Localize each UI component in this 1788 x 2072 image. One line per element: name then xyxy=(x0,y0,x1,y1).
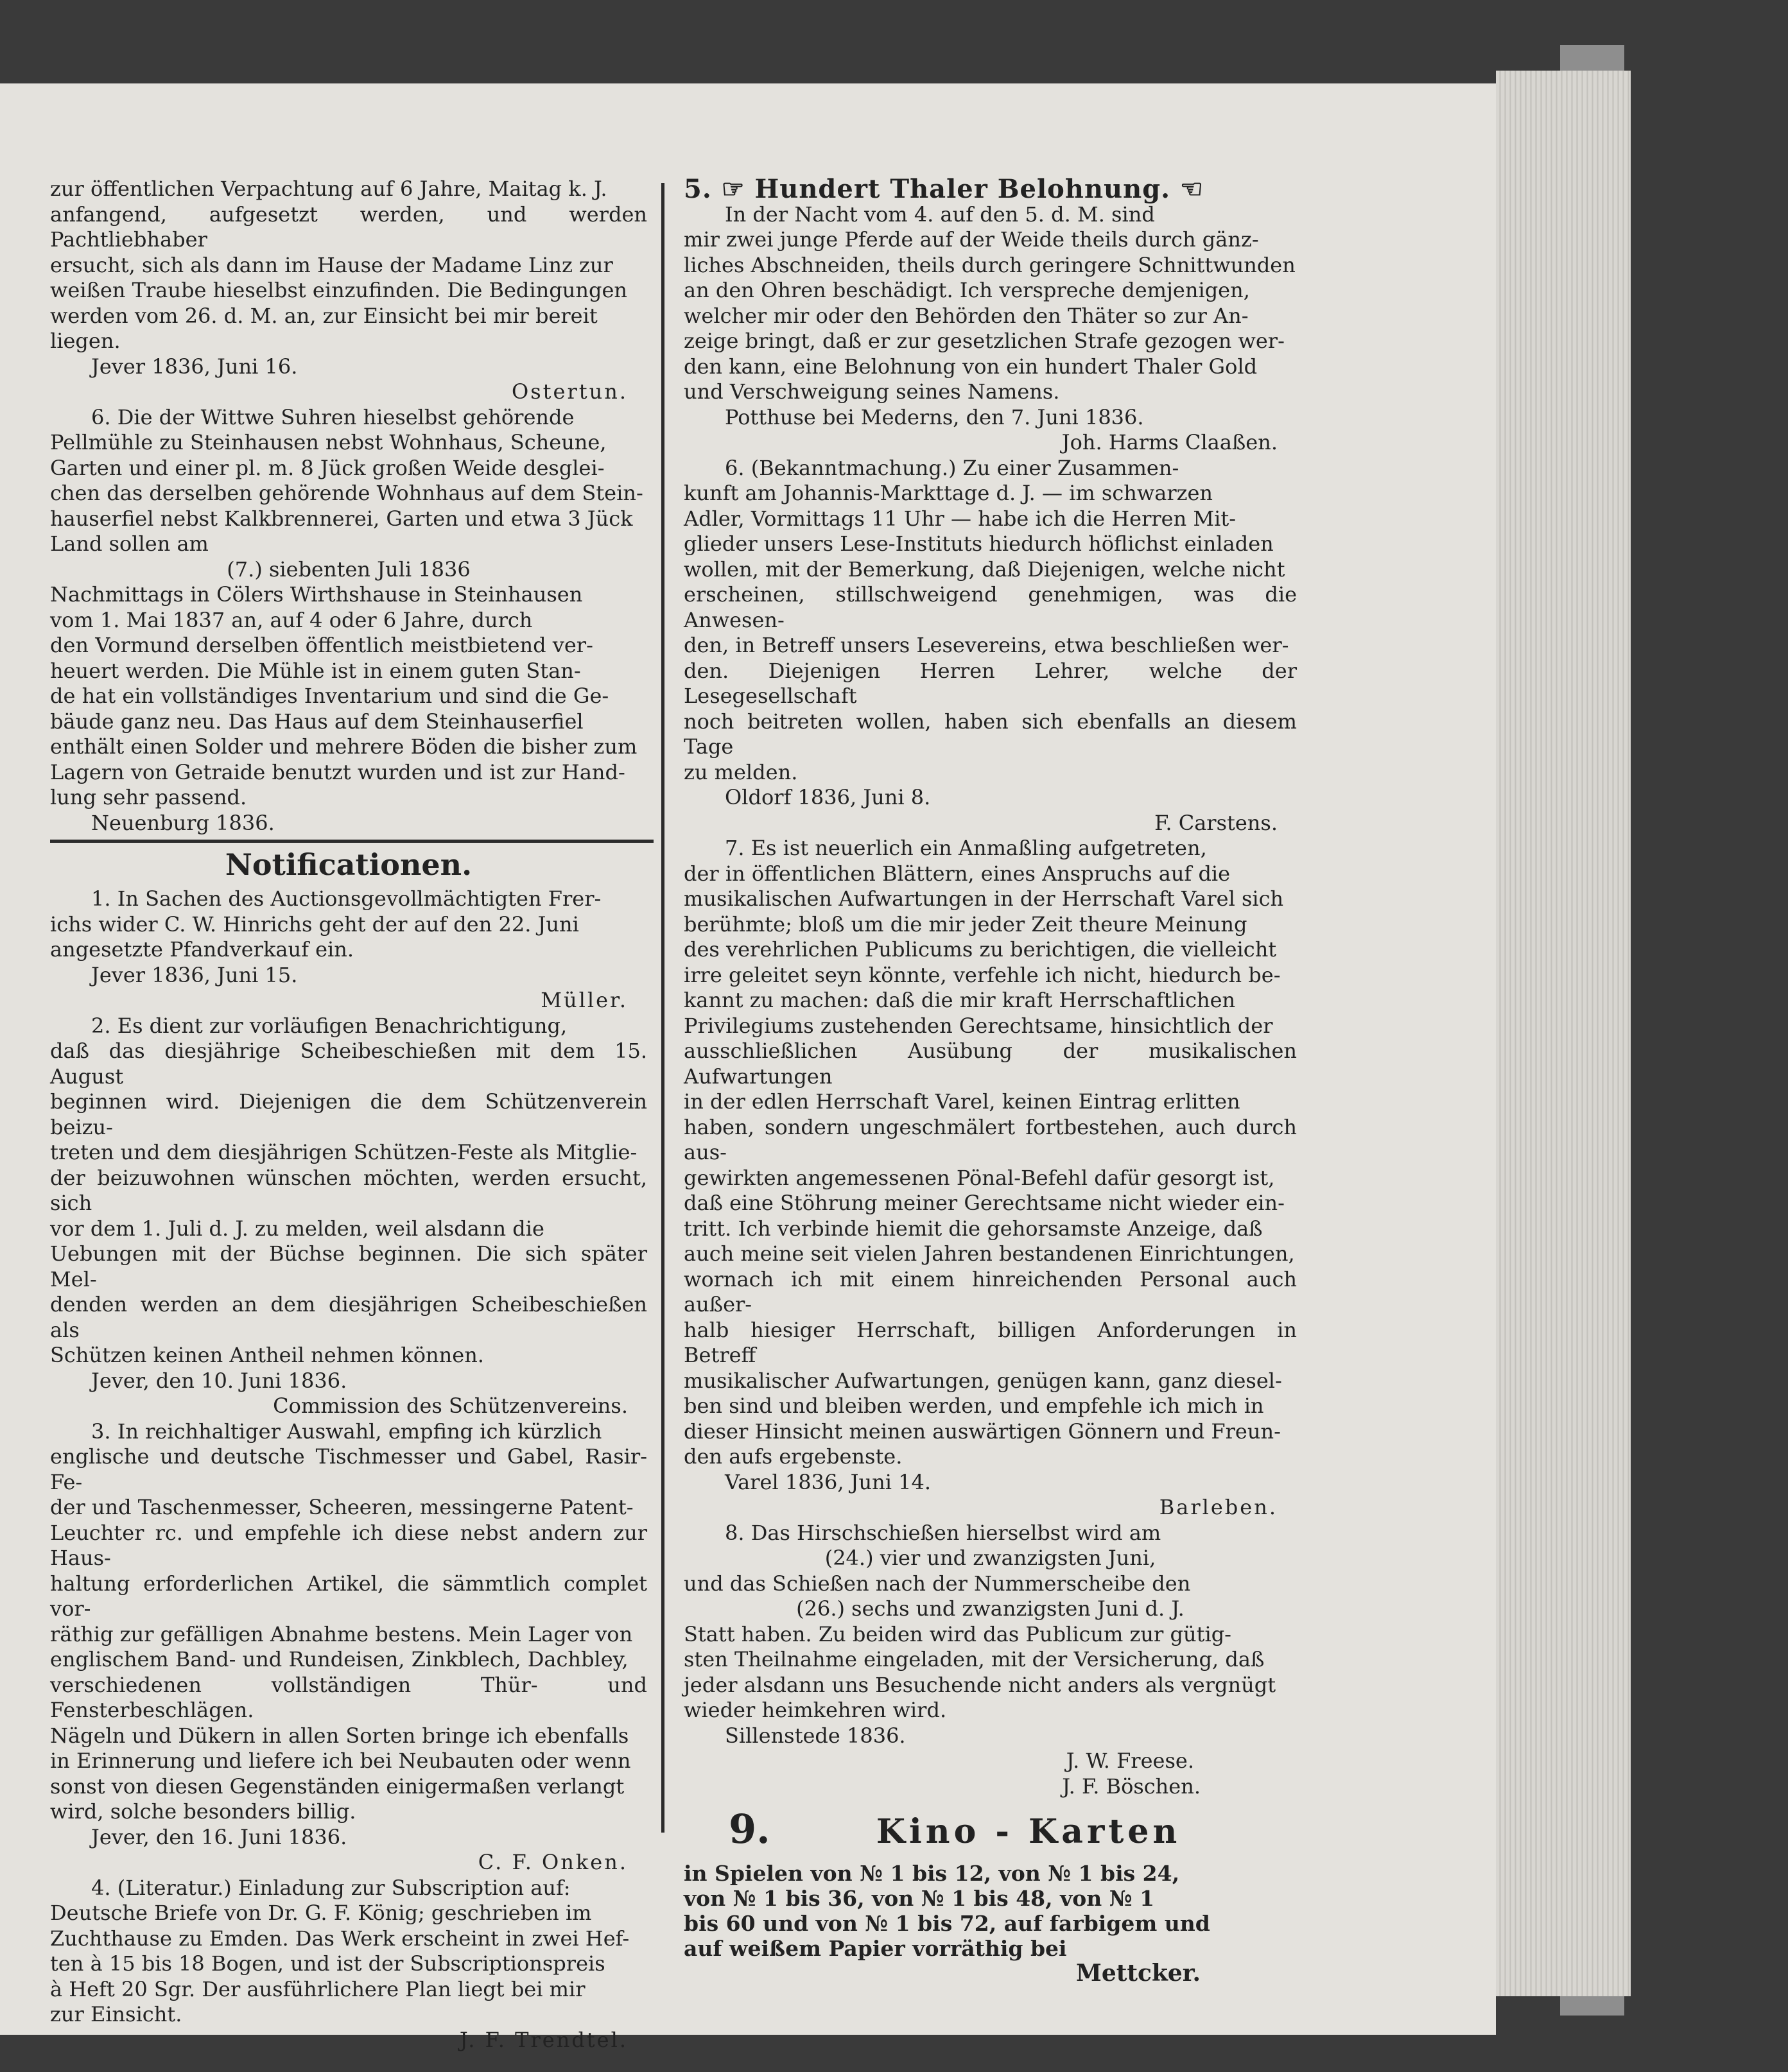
signature: J. W. Freese. xyxy=(1066,1748,1194,1773)
text-line: enthält einen Solder und mehrere Böden die bisher zum xyxy=(50,734,638,759)
text-line: 4. (Literatur.) Einladung zur Subscription auf: xyxy=(91,1875,571,1900)
signature: Barleben. xyxy=(1159,1495,1278,1519)
signature: Müller. xyxy=(541,988,628,1012)
text-line: den aufs ergebenste. xyxy=(684,1444,903,1469)
text-line: in der edlen Herrschaft Varel, keinen Eintrag erlitten xyxy=(684,1089,1240,1114)
text-line: mir zwei junge Pferde auf der Weide theils durch gänz- xyxy=(684,227,1259,252)
text-line: zur Einsicht. xyxy=(50,2002,182,2026)
text-line: wollen, mit der Bemerkung, daß Diejenigen, welche nicht xyxy=(684,557,1285,582)
text-line: kannt zu machen: daß die mir kraft Herrschaftlichen xyxy=(684,988,1236,1012)
text-line: den. Diejenigen Herren Lehrer, welche der Lesegesellschaft xyxy=(684,658,1297,708)
text-line: Schützen keinen Antheil nehmen können. xyxy=(50,1343,484,1367)
place-date: Jever, den 16. Juni 1836. xyxy=(91,1824,347,1849)
text-line: Privilegiums zustehenden Gerechtsame, hinsichtlich der xyxy=(684,1013,1273,1038)
place-date: Neuenburg 1836. xyxy=(91,810,275,835)
text-line: glieder unsers Lese-Instituts hiedurch höflichst einladen xyxy=(684,531,1274,556)
place-date: Jever 1836, Juni 15. xyxy=(91,962,298,987)
text-line: liches Abschneiden, theils durch geringere Schnittwunden xyxy=(684,252,1296,277)
text-line: denden werden an dem diesjährigen Scheibeschießen als xyxy=(50,1292,647,1342)
text-line: Land sollen am xyxy=(50,531,209,556)
place-date: Potthuse bei Mederns, den 7. Juni 1836. xyxy=(725,404,1144,429)
text-line: ausschließlichen Ausübung der musikalischen Aufwartungen xyxy=(684,1039,1297,1089)
text-line: den kann, eine Belohnung von ein hundert Thaler Gold xyxy=(684,354,1258,379)
text-line: 7. Es ist neuerlich ein Anmaßling aufgetreten, xyxy=(725,836,1207,860)
text-line: bäude ganz neu. Das Haus auf dem Steinhauserfiel xyxy=(50,709,584,734)
text-line: wornach ich mit einem hinreichenden Personal auch außer- xyxy=(684,1266,1297,1317)
text-line: hauserfiel nebst Kalkbrennerei, Garten und etwa 3 Jück xyxy=(50,506,633,531)
text-line: 8. Das Hirschschießen hierselbst wird am xyxy=(725,1520,1161,1545)
text-line: irre geleitet seyn könnte, verfehle ich nicht, hiedurch be- xyxy=(684,962,1281,987)
kino-karten-advert xyxy=(684,1808,1297,1986)
text-line: von № 1 bis 36, von № 1 bis 48, von № 1 xyxy=(684,1886,1155,1911)
text-line: weißen Traube hieselbst einzufinden. Die Bedingungen xyxy=(50,278,627,302)
text-line: verschiedenen vollständigen Thür- und Fensterbeschlägen. xyxy=(50,1672,647,1722)
text-line: tritt. Ich verbinde hiemit die gehorsamste Anzeige, daß xyxy=(684,1216,1263,1241)
text-line: à Heft 20 Sgr. Der ausführlichere Plan liegt bei mir xyxy=(50,1976,586,2001)
text-line: daß das diesjährige Scheibeschießen mit dem 15. August xyxy=(50,1039,647,1089)
text-line: In der Nacht vom 4. auf den 5. d. M. sind xyxy=(725,202,1155,227)
notification-3 xyxy=(50,1419,647,1876)
text-line: in Spielen von № 1 bis 12, von № 1 bis 24, xyxy=(684,1861,1180,1886)
text-line: beginnen wird. Diejenigen die dem Schützenverein beizu- xyxy=(50,1089,647,1139)
text-line: ersucht, sich als dann im Hause der Madame Linz zur xyxy=(50,252,613,277)
text-line: englischem Band- und Rundeisen, Zinkblech, Dachbley, xyxy=(50,1647,629,1671)
text-line: 6. Die der Wittwe Suhren hieselbst gehörende xyxy=(91,404,575,429)
text-line: Adler, Vormittags 11 Uhr — habe ich die Herren Mit- xyxy=(684,506,1237,531)
muehle-notice xyxy=(50,405,647,836)
text-line: ichs wider C. W. Hinrichs geht der auf den 22. Juni xyxy=(50,911,579,937)
text-line: sten Theilnahme eingeladen, mit der Versicherung, daß xyxy=(684,1647,1265,1671)
notice-heading: 5. ☞ Hundert Thaler Belohnung. ☜ xyxy=(684,174,1204,204)
text-line: Nägeln und Dükern in allen Sorten bringe ich ebenfalls xyxy=(50,1723,629,1748)
text-line: Uebungen mit der Büchse beginnen. Die sich später Mel- xyxy=(50,1241,647,1291)
text-line: 2. Es dient zur vorläufigen Benachrichtigung, xyxy=(91,1013,568,1038)
text-line: und Verschweigung seines Namens. xyxy=(684,379,1060,404)
text-line: Garten und einer pl. m. 8 Jück großen Weide desglei- xyxy=(50,455,605,480)
section-heading: Notificationen. xyxy=(225,847,473,882)
text-line: angesetzte Pfandverkauf ein. xyxy=(50,937,354,962)
text-line: Zuchthause zu Emden. Das Werk erscheint in zwei Hef- xyxy=(50,1926,630,1951)
text-line: jeder alsdann uns Besuchende nicht anders als vergnügt xyxy=(684,1672,1276,1697)
text-line: zu melden. xyxy=(684,759,798,784)
text-line: musikalischen Aufwartungen in der Herrschaft Varel sich xyxy=(684,886,1284,911)
text-line: wieder heimkehren wird. xyxy=(684,1698,947,1722)
text-line: ben sind und bleiben werden, und empfehle ich mich in xyxy=(684,1394,1264,1418)
text-line: berühmte; bloß um die mir jeder Zeit theure Meinung xyxy=(684,911,1247,937)
text-line: und das Schießen nach der Nummerscheibe den xyxy=(684,1571,1191,1596)
notification-2 xyxy=(50,1014,647,1419)
place-date: Varel 1836, Juni 14. xyxy=(725,1469,932,1494)
text-line: haben, sondern ungeschmälert fortbestehen, auch durch aus- xyxy=(684,1114,1297,1164)
section-rule xyxy=(50,840,654,843)
text-line: vom 1. Mai 1837 an, auf 4 oder 6 Jahre, durch xyxy=(50,607,533,632)
reward-notice xyxy=(684,174,1297,456)
signature: Ostertun. xyxy=(512,379,628,404)
text-line: räthig zur gefälligen Abnahme bestens. Mein Lager von xyxy=(50,1621,633,1646)
text-line: der beizuwohnen wünschen möchten, werden ersucht, sich xyxy=(50,1165,647,1215)
right-column xyxy=(684,174,1297,1987)
signature: J. F. Trendtel. xyxy=(459,2027,628,2052)
signature: C. F. Onken. xyxy=(478,1850,628,1874)
text-line: auch meine seit vielen Jahren bestandenen Einrichtungen, xyxy=(684,1241,1295,1266)
text-line: gewirkten angemessenen Pönal-Befehl dafür gesorgt ist, xyxy=(684,1165,1275,1190)
text-line: 3. In reichhaltiger Auswahl, empfing ich kürzlich xyxy=(91,1419,602,1444)
announcement-7 xyxy=(684,836,1297,1521)
text-line: 1. In Sachen des Auctionsgevollmächtigten Frer- xyxy=(91,886,602,911)
text-line: an den Ohren beschädigt. Ich verspreche demjenigen, xyxy=(684,278,1250,302)
signature: Commission des Schützenvereins. xyxy=(273,1394,628,1418)
text-line: des verehrlichen Publicums zu berichtigen, die vielleicht xyxy=(684,937,1277,962)
place-date: Jever 1836, Juni 16. xyxy=(91,354,298,379)
text-line: englische und deutsche Tischmesser und Gabel, Rasir-Fe- xyxy=(50,1444,647,1494)
announcement-8 xyxy=(684,1521,1297,1800)
signature: F. Carstens. xyxy=(1154,810,1278,835)
auction-date: (7.) siebenten Juli 1836 xyxy=(227,557,471,582)
advert-title: Kino - Karten xyxy=(876,1812,1181,1851)
text-line: chen das derselben gehörende Wohnhaus auf dem Stein- xyxy=(50,481,643,505)
place-date: Sillenstede 1836. xyxy=(725,1723,906,1748)
text-line: welcher mir oder den Behörden den Thäter so zur An- xyxy=(684,303,1249,328)
signature: Joh. Harms Claaßen. xyxy=(1061,430,1278,454)
text-line: anfangend, aufgesetzt werden, und werden Pachtliebhaber xyxy=(50,202,647,252)
announcement-6 xyxy=(684,456,1297,836)
notice-number: 9. xyxy=(729,1806,770,1852)
text-line: Statt haben. Zu beiden wird das Publicum zur gütig- xyxy=(684,1621,1231,1646)
text-line: musikalischer Aufwartungen, genügen kann, ganz diesel- xyxy=(684,1368,1282,1393)
text-line: zeige bringt, daß er zur gesetzlichen Strafe gezogen wer- xyxy=(684,329,1285,353)
text-line: liegen. xyxy=(50,329,121,353)
text-line: dieser Hinsicht meinen auswärtigen Gönnern und Freun- xyxy=(684,1419,1281,1444)
text-line: de hat ein vollständiges Inventarium und sind die Ge- xyxy=(50,684,609,708)
event-date: (26.) sechs und zwanzigsten Juni d. J. xyxy=(796,1596,1185,1621)
text-line: bis 60 und von № 1 bis 72, auf farbigem und xyxy=(684,1911,1210,1936)
text-line: den Vormund derselben öffentlich meistbietend ver- xyxy=(50,633,593,657)
text-line: Deutsche Briefe von Dr. G. F. König; geschrieben im xyxy=(50,1901,592,1925)
text-line: wird, solche besonders billig. xyxy=(50,1799,356,1824)
text-line: lung sehr passend. xyxy=(50,785,247,809)
text-line: sonst von diesen Gegenständen einigermaßen verlangt xyxy=(50,1774,625,1799)
text-line: halb hiesiger Herrschaft, billigen Anforderungen in Betreff xyxy=(684,1317,1297,1367)
place-date: Oldorf 1836, Juni 8. xyxy=(725,785,931,809)
text-line: der in öffentlichen Blättern, eines Anspruchs auf die xyxy=(684,861,1231,886)
page-edges xyxy=(1496,71,1631,1996)
text-line: haltung erforderlichen Artikel, die sämmtlich complet vor- xyxy=(50,1571,647,1621)
event-date: (24.) vier und zwanzigsten Juni, xyxy=(824,1546,1156,1570)
pachtung-notice xyxy=(50,177,647,405)
text-line: Nachmittags in Cölers Wirthshause in Steinhausen xyxy=(50,582,583,607)
text-line: in Erinnerung und liefere ich bei Neubauten oder wenn xyxy=(50,1748,631,1773)
text-line: Leuchter rc. und empfehle ich diese nebst andern zur Haus- xyxy=(50,1520,647,1570)
text-line: der und Taschenmesser, Scheeren, messingerne Patent- xyxy=(50,1495,634,1519)
place-date: Jever, den 10. Juni 1836. xyxy=(91,1368,347,1393)
text-line: zur öffentlichen Verpachtung auf 6 Jahre, Maitag k. J. xyxy=(50,177,607,201)
text-line: ten à 15 bis 18 Bogen, und ist der Subscriptionspreis xyxy=(50,1951,605,1976)
text-line: werden vom 26. d. M. an, zur Einsicht bei mir bereit xyxy=(50,303,598,328)
text-line: heuert werden. Die Mühle ist in einem guten Stan- xyxy=(50,658,581,683)
text-line: Pellmühle zu Steinhausen nebst Wohnhaus, Scheune, xyxy=(50,430,607,454)
left-column xyxy=(50,177,647,2053)
text-line: 6. (Bekanntmachung.) Zu einer Zusammen- xyxy=(725,455,1179,480)
signature: Mettcker. xyxy=(1076,1960,1201,1987)
text-line: erscheinen, stillschweigend genehmigen, was die Anwesen- xyxy=(684,582,1297,632)
notification-1 xyxy=(50,886,647,1014)
notification-4 xyxy=(50,1876,647,2053)
column-divider xyxy=(661,183,664,1833)
text-line: vor dem 1. Juli d. J. zu melden, weil alsdann die xyxy=(50,1216,544,1241)
text-line: auf weißem Papier vorräthig bei xyxy=(684,1936,1067,1961)
text-line: kunft am Johannis-Markttage d. J. — im schwarzen xyxy=(684,481,1213,505)
text-line: treten und dem diesjährigen Schützen-Feste als Mitglie- xyxy=(50,1140,638,1164)
text-line: Lagern von Getraide benutzt wurden und ist zur Hand- xyxy=(50,759,625,784)
text-line: daß eine Stöhrung meiner Gerechtsame nicht wieder ein- xyxy=(684,1191,1285,1215)
signature: J. F. Böschen. xyxy=(1062,1774,1201,1799)
text-line: noch beitreten wollen, haben sich ebenfalls an diesem Tage xyxy=(684,709,1297,759)
text-line: den, in Betreff unsers Lesevereins, etwa beschließen wer- xyxy=(684,633,1289,657)
